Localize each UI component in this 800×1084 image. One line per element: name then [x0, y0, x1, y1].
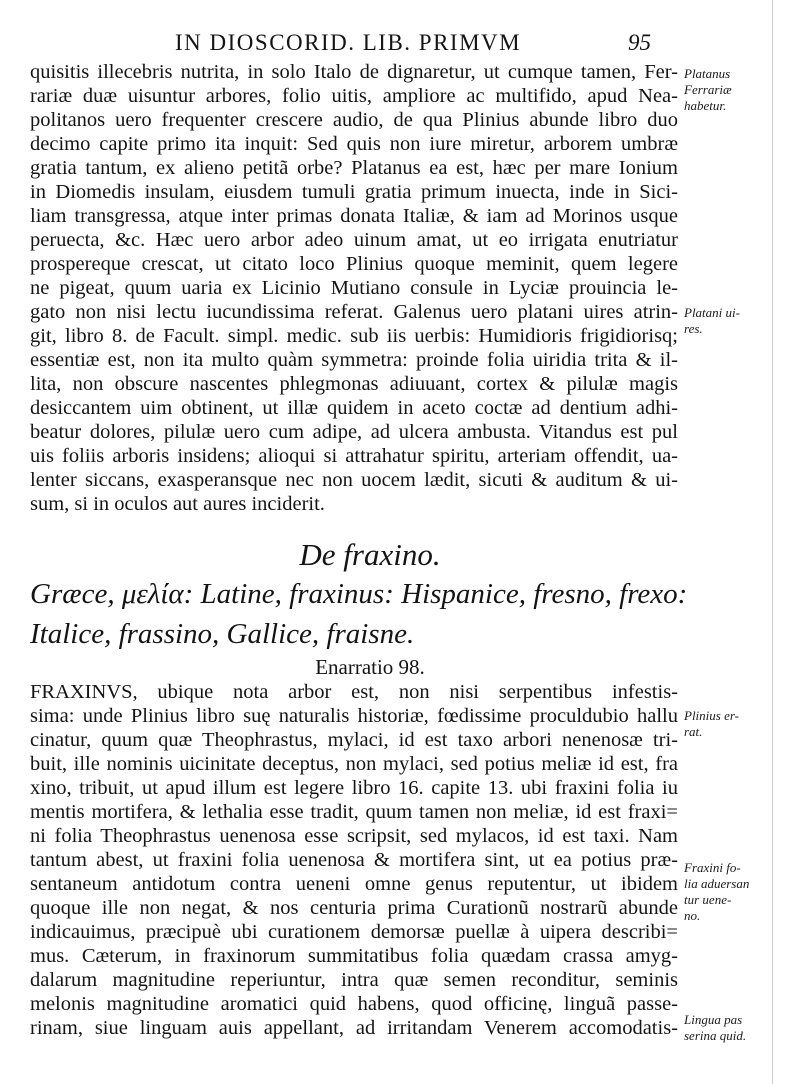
text-line: mentis mortifera, & lethalia esse tradit, quum tamen non meliæ, id est fraxi=	[30, 801, 678, 823]
margin-note-line: lia aduersan	[684, 876, 750, 891]
margin-note-line: Lingua pas	[684, 1012, 743, 1027]
text-line: ne pigeat, quum uaria ex Licinio Mutiano consule in Lyciæ prouincia le-	[30, 277, 678, 299]
page-number: 95	[628, 30, 651, 55]
text-line: quisitis illecebris nutrita, in solo Italo de dignaretur, ut cumque tamen, Fer-	[30, 61, 678, 83]
margin-note-lingua	[684, 1012, 796, 1044]
text-line: xino, tribuit, ut apud illum est legere libro 16. capite 13. ubi fraxini folia iu	[30, 777, 678, 799]
text-line: decimo capite primo ita inquit: Sed quis non iure miretur, arborem umbræ	[30, 133, 678, 155]
text-line: FRAXINVS, ubique nota arbor est, non nisi serpentibus infestis-	[30, 681, 678, 703]
text-line: in Diomedis insulam, eiusdem tumuli gratia primum inuecta, inde in Sici-	[30, 181, 678, 203]
text-line: politanos uero frequenter crescere audio, de qua Plinius abunde libro duo	[30, 109, 678, 131]
text-line: quoque ille non negat, & nos centuria prima Curationũ nostrarũ abunde	[30, 897, 678, 919]
plant-names-line: Italice, frassino, Gallice, fraisne.	[30, 618, 415, 650]
margin-note-plinius	[684, 708, 796, 740]
chapter-label: Enarratio 98.	[315, 655, 425, 679]
text-line: essentiæ est, non ita multo quàm symmetra: proinde folia uiridia trita & il-	[30, 349, 678, 371]
margin-note-platanus	[684, 66, 796, 114]
margin-note-line: tur uene-	[684, 892, 732, 907]
text-line: indicauimus, præcipuè ubi curationem demorsæ puellæ à uipera describi=	[30, 921, 678, 943]
text-line: peruecta, &c. Hæc uero arbor adeo uinum amat, ut eo irrigata enutriatur	[30, 229, 678, 251]
text-line: uis foliis arboris insidens; alioqui si attrahatur spiritu, arteriam offendit, ua-	[30, 445, 678, 467]
text-line: sentaneum antidotum contra ueneni omne genus reputentur, ut ibidem	[30, 873, 678, 895]
text-line: sum, si in oculos aut aures inciderit.	[30, 493, 325, 515]
margin-note-line: res.	[684, 321, 703, 336]
text-line: dalarum magnitudine reperiuntur, intra quæ semen reconditur, seminis	[30, 969, 678, 991]
margin-note-line: Plinius er-	[684, 708, 739, 723]
text-line: liam transgressa, atque inter primas donata Italiæ, & iam ad Morinos usque	[30, 205, 678, 227]
text-line: buit, ille nominis uicinitate deceptus, non mylaci, sed potius meliæ id est, fra	[30, 753, 678, 775]
margin-note-line: Platani ui-	[684, 305, 740, 320]
margin-note-fraxini	[684, 860, 796, 924]
text-line: gato non nisi lectu iucundissima referat. Galenus uero platani uires atrin-	[30, 301, 678, 323]
paragraph-platanus	[30, 60, 678, 516]
margin-note-platani-uires	[684, 305, 796, 337]
paragraph-fraxinus	[30, 680, 678, 1040]
plant-names	[30, 576, 688, 656]
text-line: lenter siccans, exasperansque nec non uocem lædit, sicuti & auditum & ui-	[30, 469, 678, 491]
margin-note-line: rat.	[684, 724, 703, 739]
text-line: rariæ duæ uisuntur arbores, folio uitis, ampliore ac multifido, apud Nea-	[30, 85, 678, 107]
text-line: melonis magnitudine aromatici quid habens, quod officinę, linguã passe-	[30, 993, 678, 1015]
margin-note-line: serina quid.	[684, 1028, 747, 1043]
margin-note-line: Ferrariæ	[684, 82, 732, 97]
text-line: git, libro 8. de Facult. simpl. medic. sub iis uerbis: Humidioris frigidiorisq;	[30, 325, 678, 347]
text-line: sima: unde Plinius libro suę naturalis historiæ, fœdissime proculdubio hallu	[30, 705, 678, 727]
text-line: gratia tantum, ex alieno petitã orbe? Platanus ea est, hæc per mare Ionium	[30, 157, 678, 179]
running-head: IN DIOSCORID. LIB. PRIMVM	[175, 30, 522, 55]
text-line: tantum abest, ut fraxini folia uenenosa & mortifera sint, ut ea potius præ-	[30, 849, 678, 871]
page-header	[0, 28, 800, 58]
text-line: lita, non obscure nascentes phlegmonas adiuuant, cortex & pilulæ magis	[30, 373, 678, 395]
margin-note-line: habetur.	[684, 98, 727, 113]
text-line: rinam, siue linguam auis appellant, ad irritandam Venerem accomodatis-	[30, 1017, 678, 1039]
margin-note-line: Platanus	[684, 66, 731, 81]
text-line: prospereque crescat, ut citato loco Plinius quoque meminit, quem legere	[30, 253, 678, 275]
section-title: De fraxino.	[299, 537, 441, 572]
text-line: ni folia Theophrastus uenenosa esse scripsit, sed mylacos, id est taxi. Nam	[30, 825, 678, 847]
margin-note-line: no.	[684, 908, 701, 923]
text-line: cinatur, quum quæ Theophrastus, mylaci, id est taxo arbori nenenosæ tri-	[30, 729, 678, 751]
text-line: desiccantem uim obtinent, ut illæ quidem in aceto coctæ ad dentium adhi-	[30, 397, 678, 419]
plant-names-line: Græce, μελία: Latine, fraxinus: Hispanice, fresno, frexo:	[30, 578, 688, 610]
text-line: mus. Cæterum, in fraxinorum summitatibus folia quædam crassa amyg-	[30, 945, 678, 967]
margin-note-line: Fraxini fo-	[684, 860, 741, 875]
text-line: beatur dolores, pilulæ uero cum adipe, ad ulcera ambusta. Vitandus est pul	[30, 421, 678, 443]
